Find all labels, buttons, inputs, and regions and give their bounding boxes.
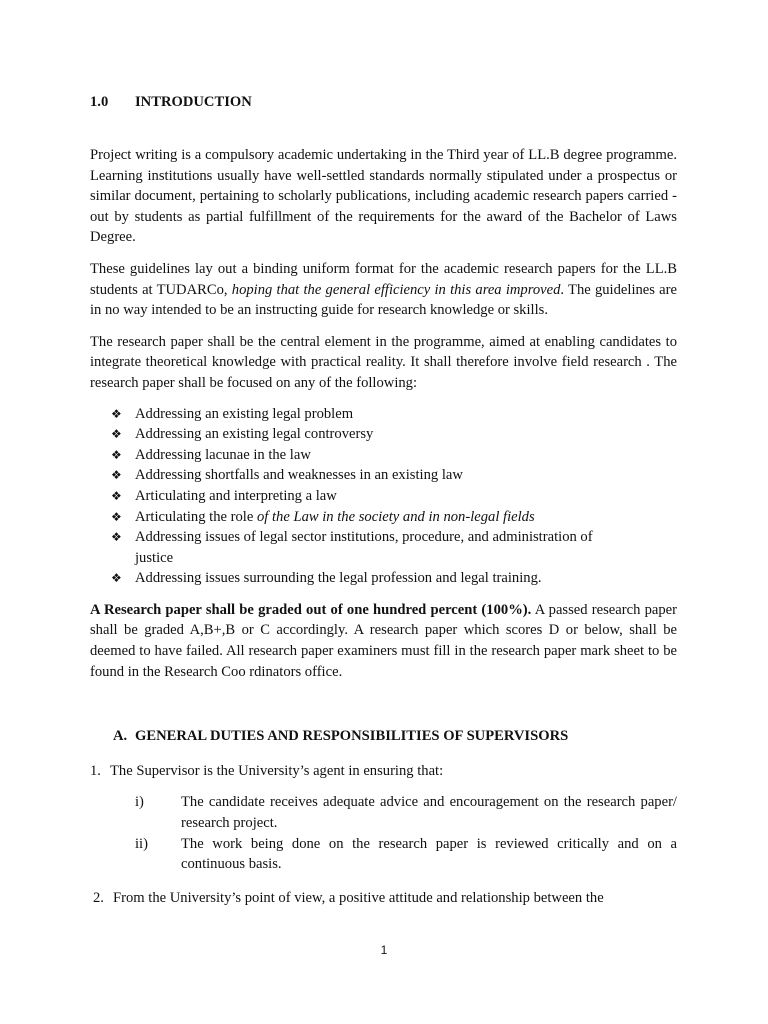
subsection-letter: A.	[113, 728, 128, 745]
list-item	[90, 424, 611, 445]
grading-paragraph	[90, 600, 677, 682]
roman-numeral: i)	[135, 794, 144, 811]
item-number: 2.	[93, 889, 104, 906]
heading-title: INTRODUCTION	[135, 94, 252, 110]
research-paper-paragraph: The research paper shall be the central element in the programme, aimed at enabling candidates to integrate theoretical knowledge with practical reality. It shall therefore involve field research . The research paper shall be focused on any of the following:	[90, 333, 677, 391]
list-item-text: Addressing issues surrounding the legal profession and legal training.	[135, 570, 542, 587]
list-item	[90, 465, 611, 486]
section-heading	[90, 92, 677, 112]
guidelines-text-start: These guidelines lay out a binding uniform format for the academic research papers for the LL.B students at TUDARCo,	[90, 260, 677, 298]
list-item	[90, 527, 611, 568]
item-number: 1.	[90, 762, 101, 779]
grading-bold-text: A Research paper shall be graded out of one hundred percent (100%).	[90, 601, 532, 618]
diamond-bullet-icon: ❖	[111, 427, 122, 442]
grading-text: A passed research paper shall be graded A,B+,B or C accordingly. A research paper which scores D or below, shall be deemed to have failed. All research paper examiners must fill in the research paper mark sheet to be found in the Research Coo rdinators office.	[90, 601, 677, 680]
roman-numeral: ii)	[135, 835, 148, 852]
list-item-text: Addressing an existing legal controversy	[135, 426, 374, 443]
list-item-text: Articulating and interpreting a law	[135, 487, 337, 504]
list-item	[90, 445, 611, 466]
page-number: 1	[380, 943, 388, 957]
item-text: From the University’s point of view, a positive attitude and relationship between the	[113, 889, 604, 906]
focus-list	[90, 404, 677, 589]
guidelines-paragraph	[90, 259, 677, 321]
diamond-bullet-icon: ❖	[111, 406, 122, 421]
list-item	[90, 507, 611, 528]
list-item-italic-text: of the Law in the society and in non-legal fields	[256, 508, 535, 525]
diamond-bullet-icon: ❖	[111, 488, 122, 503]
list-item-text: The candidate receives adequate advice and encouragement on the research paper/ research project.	[181, 794, 677, 832]
subsection-title: GENERAL DUTIES AND RESPONSIBILITIES OF SUPERVISORS	[135, 728, 569, 745]
roman-list	[90, 792, 677, 874]
list-item-text: Addressing lacunae in the law	[135, 446, 311, 463]
numbered-item-1	[90, 761, 677, 782]
diamond-bullet-icon: ❖	[111, 468, 122, 483]
intro-paragraph: Project writing is a compulsory academic undertaking in the Third year of LL.B degree programme. Learning institutions usually have well-settled standards normally stipulated under a prospectus or similar document, pertaining to scholarly publications, including academic research papers carried - out by students as partial fulfillment of the requirements for the award of the Bachelor of Laws Degree.	[90, 147, 677, 246]
diamond-bullet-icon: ❖	[111, 447, 122, 462]
page-content	[90, 92, 677, 908]
diamond-bullet-icon: ❖	[111, 509, 122, 524]
subsection-heading	[113, 726, 677, 747]
list-item-text: Articulating the role	[135, 508, 257, 525]
list-item	[90, 486, 611, 507]
list-item-text: Addressing issues of legal sector institutions, procedure, and administration of justice	[135, 529, 593, 566]
list-item-text: Addressing shortfalls and weaknesses in an existing law	[135, 467, 463, 484]
list-item-text: Addressing an existing legal problem	[135, 405, 354, 422]
list-item	[90, 792, 677, 833]
list-item	[90, 404, 611, 425]
item-text: The Supervisor is the University’s agent in ensuring that:	[110, 762, 444, 779]
heading-number: 1.0	[90, 94, 109, 110]
list-item	[90, 568, 611, 589]
guidelines-italic-text: hoping that the general efficiency in this area improved	[231, 281, 561, 298]
diamond-bullet-icon: ❖	[111, 530, 122, 545]
diamond-bullet-icon: ❖	[111, 571, 122, 586]
list-item	[90, 834, 677, 875]
guidelines-text-end: . The guidelines are in no way intended to be an instructing guide for research knowledge or skills.	[90, 281, 677, 319]
list-item-text: The work being done on the research paper is reviewed critically and on a continuous basis.	[181, 835, 677, 873]
numbered-item-2	[93, 888, 677, 909]
